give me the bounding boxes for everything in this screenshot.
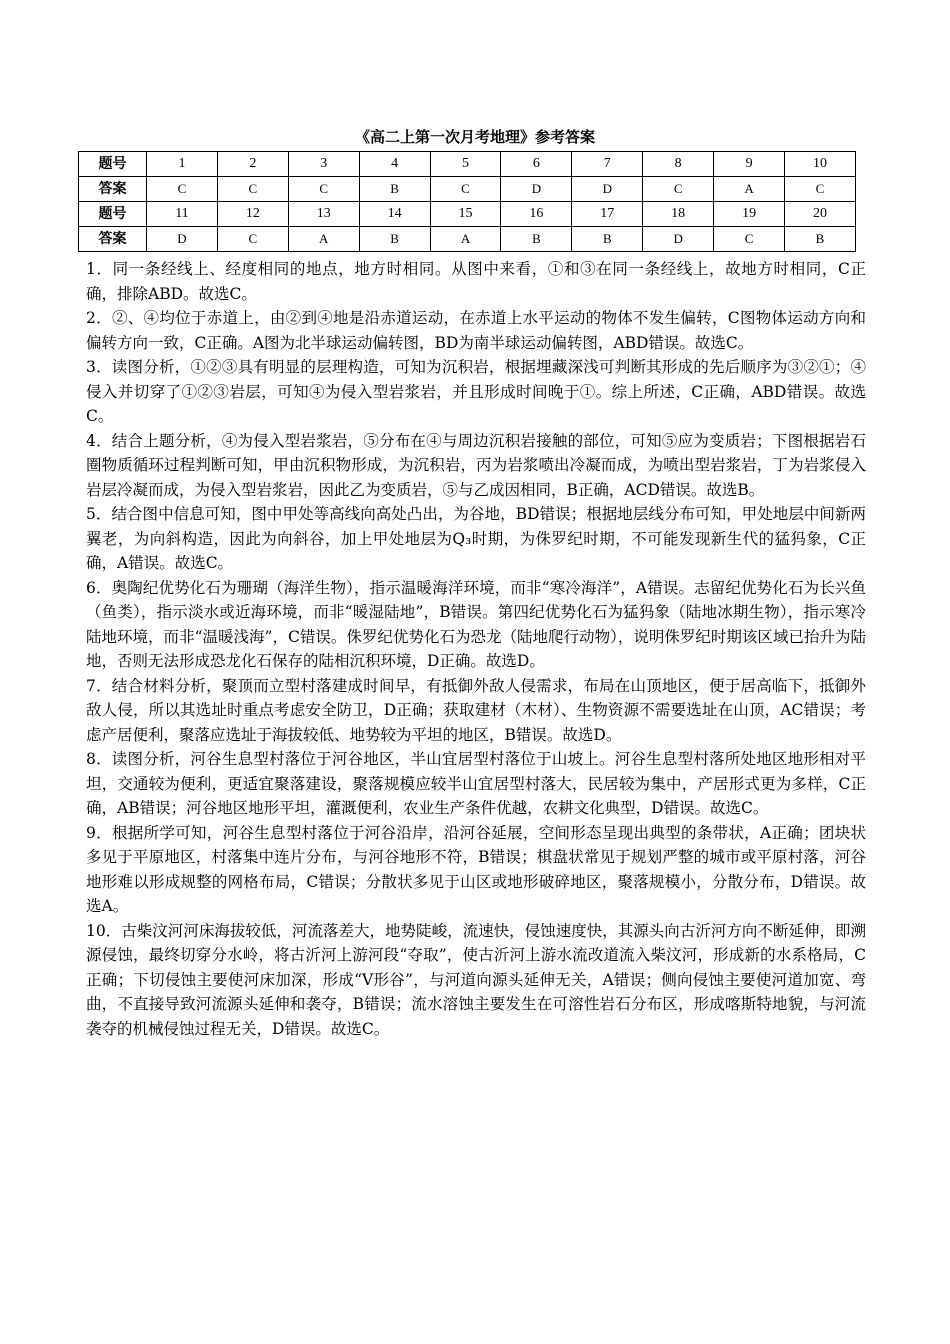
question-number-cell: 2 bbox=[217, 152, 288, 177]
question-number-cell: 13 bbox=[288, 202, 359, 227]
question-number-cell: 20 bbox=[785, 202, 856, 227]
question-number-cell: 6 bbox=[501, 152, 572, 177]
answer-cell: C bbox=[288, 177, 359, 202]
question-number-row bbox=[79, 202, 856, 227]
answer-cell: C bbox=[217, 177, 288, 202]
answer-cell: A bbox=[430, 227, 501, 252]
answer-cell: B bbox=[501, 227, 572, 252]
explanation-paragraph: 3．读图分析，①②③具有明显的层理构造，可知为沉积岩，根据埋藏深浅可判断其形成的先后顺序为③②①；④侵入并切穿了①②③岩层，可知④为侵入型岩浆岩，并且形成时间晚于①。综上所述，C正确，ABD错误。故选C。 bbox=[86, 358, 866, 425]
question-number-cell: 7 bbox=[572, 152, 643, 177]
question-number-cell: 17 bbox=[572, 202, 643, 227]
explanation-paragraph: 9．根据所学可知，河谷生息型村落位于河谷沿岸，沿河谷延展，空间形态呈现出典型的条带状，A正确；团块状多见于平原地区，村落集中连片分布，与河谷地形不符，B错误；棋盘状常见于规划严整的城市或平原村落，河谷地形难以形成规整的网格布局，C错误；分散状多见于山区或地形破碎地区，聚落规模小，分散分布，D错误。故选A。 bbox=[86, 823, 866, 915]
explanation-paragraph: 2．②、④均位于赤道上，由②到④地是沿赤道运动，在赤道上水平运动的物体不发生偏转，C图物体运动方向和偏转方向一致，C正确。A图为北半球运动偏转图，BD为南半球运动偏转图，ABD错误。故选C。 bbox=[86, 309, 866, 352]
question-number-cell: 4 bbox=[359, 152, 430, 177]
question-number-cell: 10 bbox=[785, 152, 856, 177]
explanation-paragraph: 7．结合材料分析，聚顶而立型村落建成时间早，有抵御外敌人侵需求，布局在山顶地区，便于居高临下，抵御外敌人侵，所以其选址时重点考虑安全防卫，D正确；获取建材（木材）、生物资源不需要选址在山顶，AC错误；考虑产居便利，聚落应选址于海拔较低、地势较为平坦的地区，B错误。故选D。 bbox=[86, 676, 866, 744]
row-header-answer: 答案 bbox=[79, 177, 147, 202]
answer-cell: B bbox=[785, 227, 856, 252]
question-number-cell: 16 bbox=[501, 202, 572, 227]
answer-cell: C bbox=[147, 177, 218, 202]
question-number-cell: 11 bbox=[147, 202, 218, 227]
question-number-cell: 5 bbox=[430, 152, 501, 177]
question-number-cell: 9 bbox=[714, 152, 785, 177]
answer-cell: D bbox=[147, 227, 218, 252]
answer-cell: B bbox=[359, 177, 430, 202]
question-number-cell: 3 bbox=[288, 152, 359, 177]
answer-cell: A bbox=[714, 177, 785, 202]
question-number-cell: 8 bbox=[643, 152, 714, 177]
explanation-paragraph: 10．古柴汶河河床海拔较低，河流落差大，地势陡峻，流速快，侵蚀速度快，其源头向古沂河方向不断延伸，即溯源侵蚀，最终切穿分水岭，将古沂河上游河段“夺取”，使古沂河上游水流改道流入柴汶河，形成新的水系格局，C正确；下切侵蚀主要使河床加深，形成“V形谷”，与河道向源头延伸无关，A错误；侧向侵蚀主要使河道加宽、弯曲，不直接导致河流源头延伸和袭夺，B错误；流水溶蚀主要发生在可溶性岩石分布区，形成喀斯特地貌，与河流袭夺的机械侵蚀过程无关，D错误。故选C。 bbox=[86, 921, 866, 1038]
question-number-row bbox=[79, 152, 856, 177]
row-header-question-number: 题号 bbox=[79, 152, 147, 177]
question-number-cell: 14 bbox=[359, 202, 430, 227]
answer-cell: D bbox=[643, 227, 714, 252]
answer-row bbox=[79, 177, 856, 202]
answer-row bbox=[79, 227, 856, 252]
answer-cell: B bbox=[572, 227, 643, 252]
question-number-cell: 15 bbox=[430, 202, 501, 227]
answer-cell: C bbox=[217, 227, 288, 252]
explanation-paragraph: 6．奥陶纪优势化石为珊瑚（海洋生物），指示温暖海洋环境，而非“寒冷海洋”，A错误。志留纪优势化石为长兴鱼（鱼类），指示淡水或近海环境，而非“暖湿陆地”，B错误。第四纪优势化石为猛犸象（陆地冰期生物），指示寒冷陆地环境，而非“温暖浅海”，C错误。侏罗纪优势化石为恐龙（陆地爬行动物），说明侏罗纪时期该区域已抬升为陆地，否则无法形成恐龙化石保存的陆相沉积环境，D正确。故选D。 bbox=[86, 578, 866, 670]
explanation-paragraph: 8．读图分析，河谷生息型村落位于河谷地区，半山宜居型村落位于山坡上。河谷生息型村落所处地区地形相对平坦，交通较为便利，更适宜聚落建设，聚落规模应较半山宜居型村落大，民居较为集中，产居形式更为多样，C正确，AB错误；河谷地区地形平坦，灌溉便利，农业生产条件优越，农耕文化典型，D错误。故选C。 bbox=[86, 750, 866, 817]
answer-cell: B bbox=[359, 227, 430, 252]
explanations bbox=[86, 257, 866, 1041]
question-number-cell: 12 bbox=[217, 202, 288, 227]
explanation-paragraph: 1．同一条经线上、经度相同的地点，地方时相同。从图中来看，①和③在同一条经线上，故地方时相同，C正确，排除ABD。故选C。 bbox=[86, 260, 866, 303]
answer-cell: C bbox=[785, 177, 856, 202]
page-title: 《高二上第一次月考地理》参考答案 bbox=[354, 128, 595, 146]
answer-cell: A bbox=[288, 227, 359, 252]
answer-cell: D bbox=[572, 177, 643, 202]
answer-cell: C bbox=[430, 177, 501, 202]
question-number-cell: 18 bbox=[643, 202, 714, 227]
row-header-question-number: 题号 bbox=[79, 202, 147, 227]
question-number-cell: 1 bbox=[147, 152, 218, 177]
explanation-paragraph: 4．结合上题分析，④为侵入型岩浆岩，⑤分布在④与周边沉积岩接触的部位，可知⑤应为变质岩；下图根据岩石圈物质循环过程判断可知，甲由沉积物形成，为沉积岩，丙为岩浆喷出冷凝而成，为喷出型岩浆岩，丁为岩浆侵入岩层冷凝而成，为侵入型岩浆岩，因此乙为变质岩，⑤与乙成因相同，B正确，ACD错误。故选B。 bbox=[86, 431, 866, 499]
answer-cell: C bbox=[643, 177, 714, 202]
answer-cell: C bbox=[714, 227, 785, 252]
row-header-answer: 答案 bbox=[79, 227, 147, 252]
answer-cell: D bbox=[501, 177, 572, 202]
explanation-paragraph: 5．结合图中信息可知，图中甲处等高线向高处凸出，为谷地，BD错误；根据地层线分布可知，甲处地层中间新两翼老，为向斜构造，因此为向斜谷，加上甲处地层为Q₃时期，为侏罗纪时期，不可能发现新生代的猛犸象，C正确，A错误。故选C。 bbox=[86, 505, 866, 572]
answer-table bbox=[78, 151, 856, 252]
question-number-cell: 19 bbox=[714, 202, 785, 227]
